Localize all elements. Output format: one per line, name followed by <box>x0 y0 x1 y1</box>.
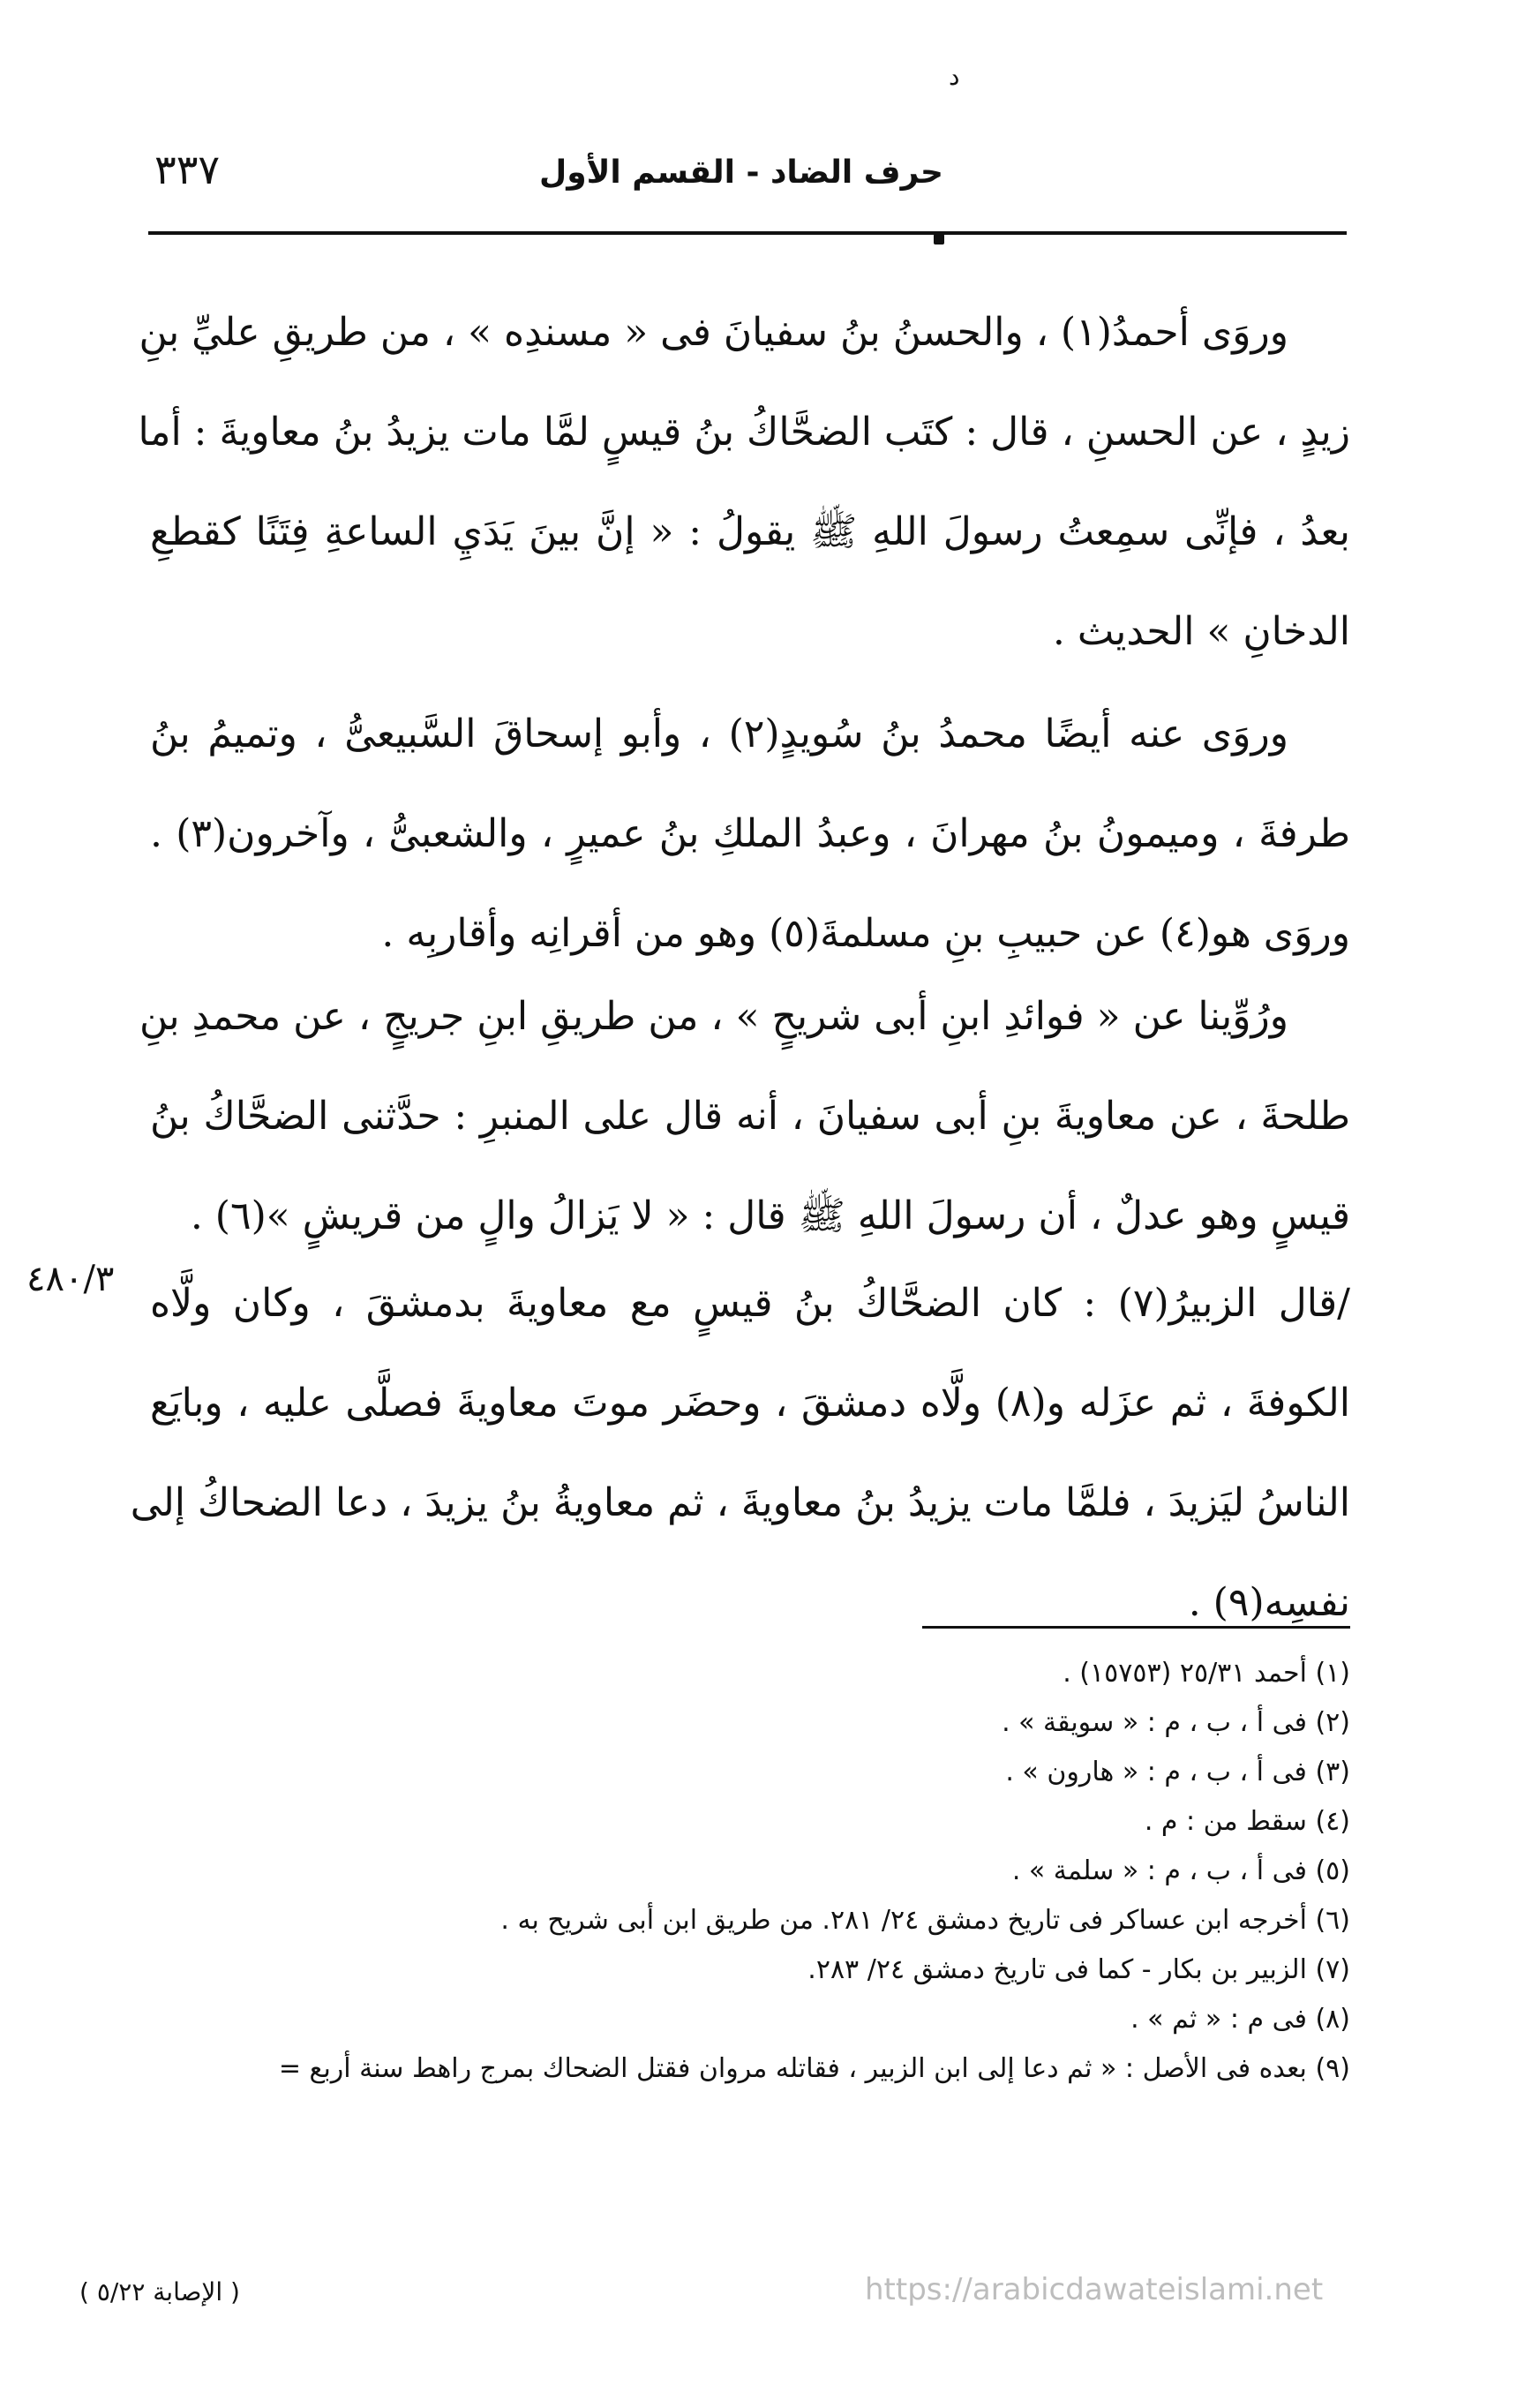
watermark-url: https://arabicdawateislami.net <box>865 2272 1324 2307</box>
text-line: وروَى عنه أيضًا محمدُ بنُ سُويدٍ(٢) ، وأبو إسحاقَ السَّبيعىُّ ، وتميمُ بنُ <box>150 711 1288 756</box>
text-line: ورُوِّينا عن « فوائدِ ابنِ أبى شريحٍ » ، من طريقِ ابنِ جريجٍ ، عن محمدِ بنِ <box>139 994 1288 1039</box>
page-number: ٣٣٧ <box>154 146 221 193</box>
paragraph-3 <box>139 967 1350 1266</box>
text-line: بعدُ ، فإنِّى سمِعتُ رسولَ اللهِ ﷺ يقولُ : « إنَّ بينَ يَدَيِ الساعةِ فِتَنًا كقطعِ <box>150 509 1350 554</box>
paragraph-1 <box>138 282 1350 681</box>
text-line: الدخانِ » الحديث . <box>1052 609 1350 654</box>
text-line: قيسٍ وهو عدلٌ ، أن رسولَ اللهِ ﷺ قال : « لا يَزالُ والٍ من قريشٍ »(٦) . <box>190 1193 1350 1238</box>
margin-volume-reference: ٤٨٠/٣ <box>26 1259 115 1299</box>
footnote-item: (١) أحمد ٢٥/٣١ (١٥٧٥٣) . <box>1063 1658 1350 1689</box>
footnote-item: (٣) فى أ ، ب ، م : « هارون » . <box>1005 1757 1350 1787</box>
text-line: طرفةَ ، وميمونُ بنُ مهرانَ ، وعبدُ الملكِ بنُ عميرٍ ، والشعبىُّ ، وآخرون(٣) . <box>150 811 1351 856</box>
header-rule <box>148 231 1347 235</box>
paragraph-2 <box>150 684 1350 983</box>
footnotes <box>150 1649 1350 2094</box>
text-line: طلحةَ ، عن معاويةَ بنِ أبى سفيانَ ، أنه قال على المنبرِ : حدَّثنى الضحَّاكُ بنُ <box>150 1094 1350 1139</box>
footnote-item: (٦) أخرجه ابن عساكر فى تاريخ دمشق ٢٤/ ٢٨١. من طريق ابن أبى شريح به . <box>500 1905 1350 1936</box>
text-line: زيدٍ ، عن الحسنِ ، قال : كتَب الضحَّاكُ بنُ قيسٍ لمَّا مات يزيدُ بنُ معاويةَ : أما <box>138 410 1350 455</box>
footnote-item: (٩) بعده فى الأصل : « ثم دعا إلى ابن الزبير ، فقاتله مروان فقتل الضحاك بمرج راهط سنة أربع = <box>278 2053 1350 2084</box>
text-line: /قال الزبيرُ(٧) : كان الضحَّاكُ بنُ قيسٍ مع معاويةَ بدمشقَ ، وكان ولَّاه <box>150 1281 1351 1326</box>
text-line: وروَى هو(٤) عن حبيبِ بنِ مسلمةَ(٥) وهو من أقرانِه وأقاربِه . <box>381 911 1350 956</box>
footnote-item: (٤) سقط من : م . <box>1144 1806 1350 1837</box>
text-line: الكوفةَ ، ثم عزَله و(٨) ولَّاه دمشقَ ، وحضَر موتَ معاويةَ فصلَّى عليه ، وبايَع <box>150 1381 1350 1426</box>
footnote-item: (٢) فى أ ، ب ، م : « سويقة » . <box>1002 1707 1350 1738</box>
footnote-item: (٨) فى م : « ثم » . <box>1130 2004 1350 2035</box>
page-title: حرف الضاد - القسم الأول <box>539 154 943 191</box>
text-line: الناسُ ليَزيدَ ، فلمَّا مات يزيدُ بنُ معاويةَ ، ثم معاويةُ بنُ يزيدَ ، دعا الضحاكُ إلى <box>130 1480 1350 1525</box>
signature-reference: ( الإصابة ٥/٢٢ ) <box>79 2277 240 2306</box>
header-dot <box>934 234 944 245</box>
footnote-item: (٥) فى أ ، ب ، م : « سلمة » . <box>1011 1855 1350 1886</box>
text-line: نفسِه(٩) . <box>1188 1580 1350 1625</box>
text-line: وروَى أحمدُ(١) ، والحسنُ بنُ سفيانَ فى « مسندِه » ، من طريقِ عليِّ بنِ <box>139 310 1288 355</box>
paragraph-4 <box>130 1253 1351 1652</box>
footnote-rule <box>922 1626 1350 1629</box>
footnote-item: (٧) الزبير بن بكار - كما فى تاريخ دمشق ٢٤/ ٢٨٣. <box>807 1954 1350 1985</box>
top-mark: د <box>949 62 960 91</box>
